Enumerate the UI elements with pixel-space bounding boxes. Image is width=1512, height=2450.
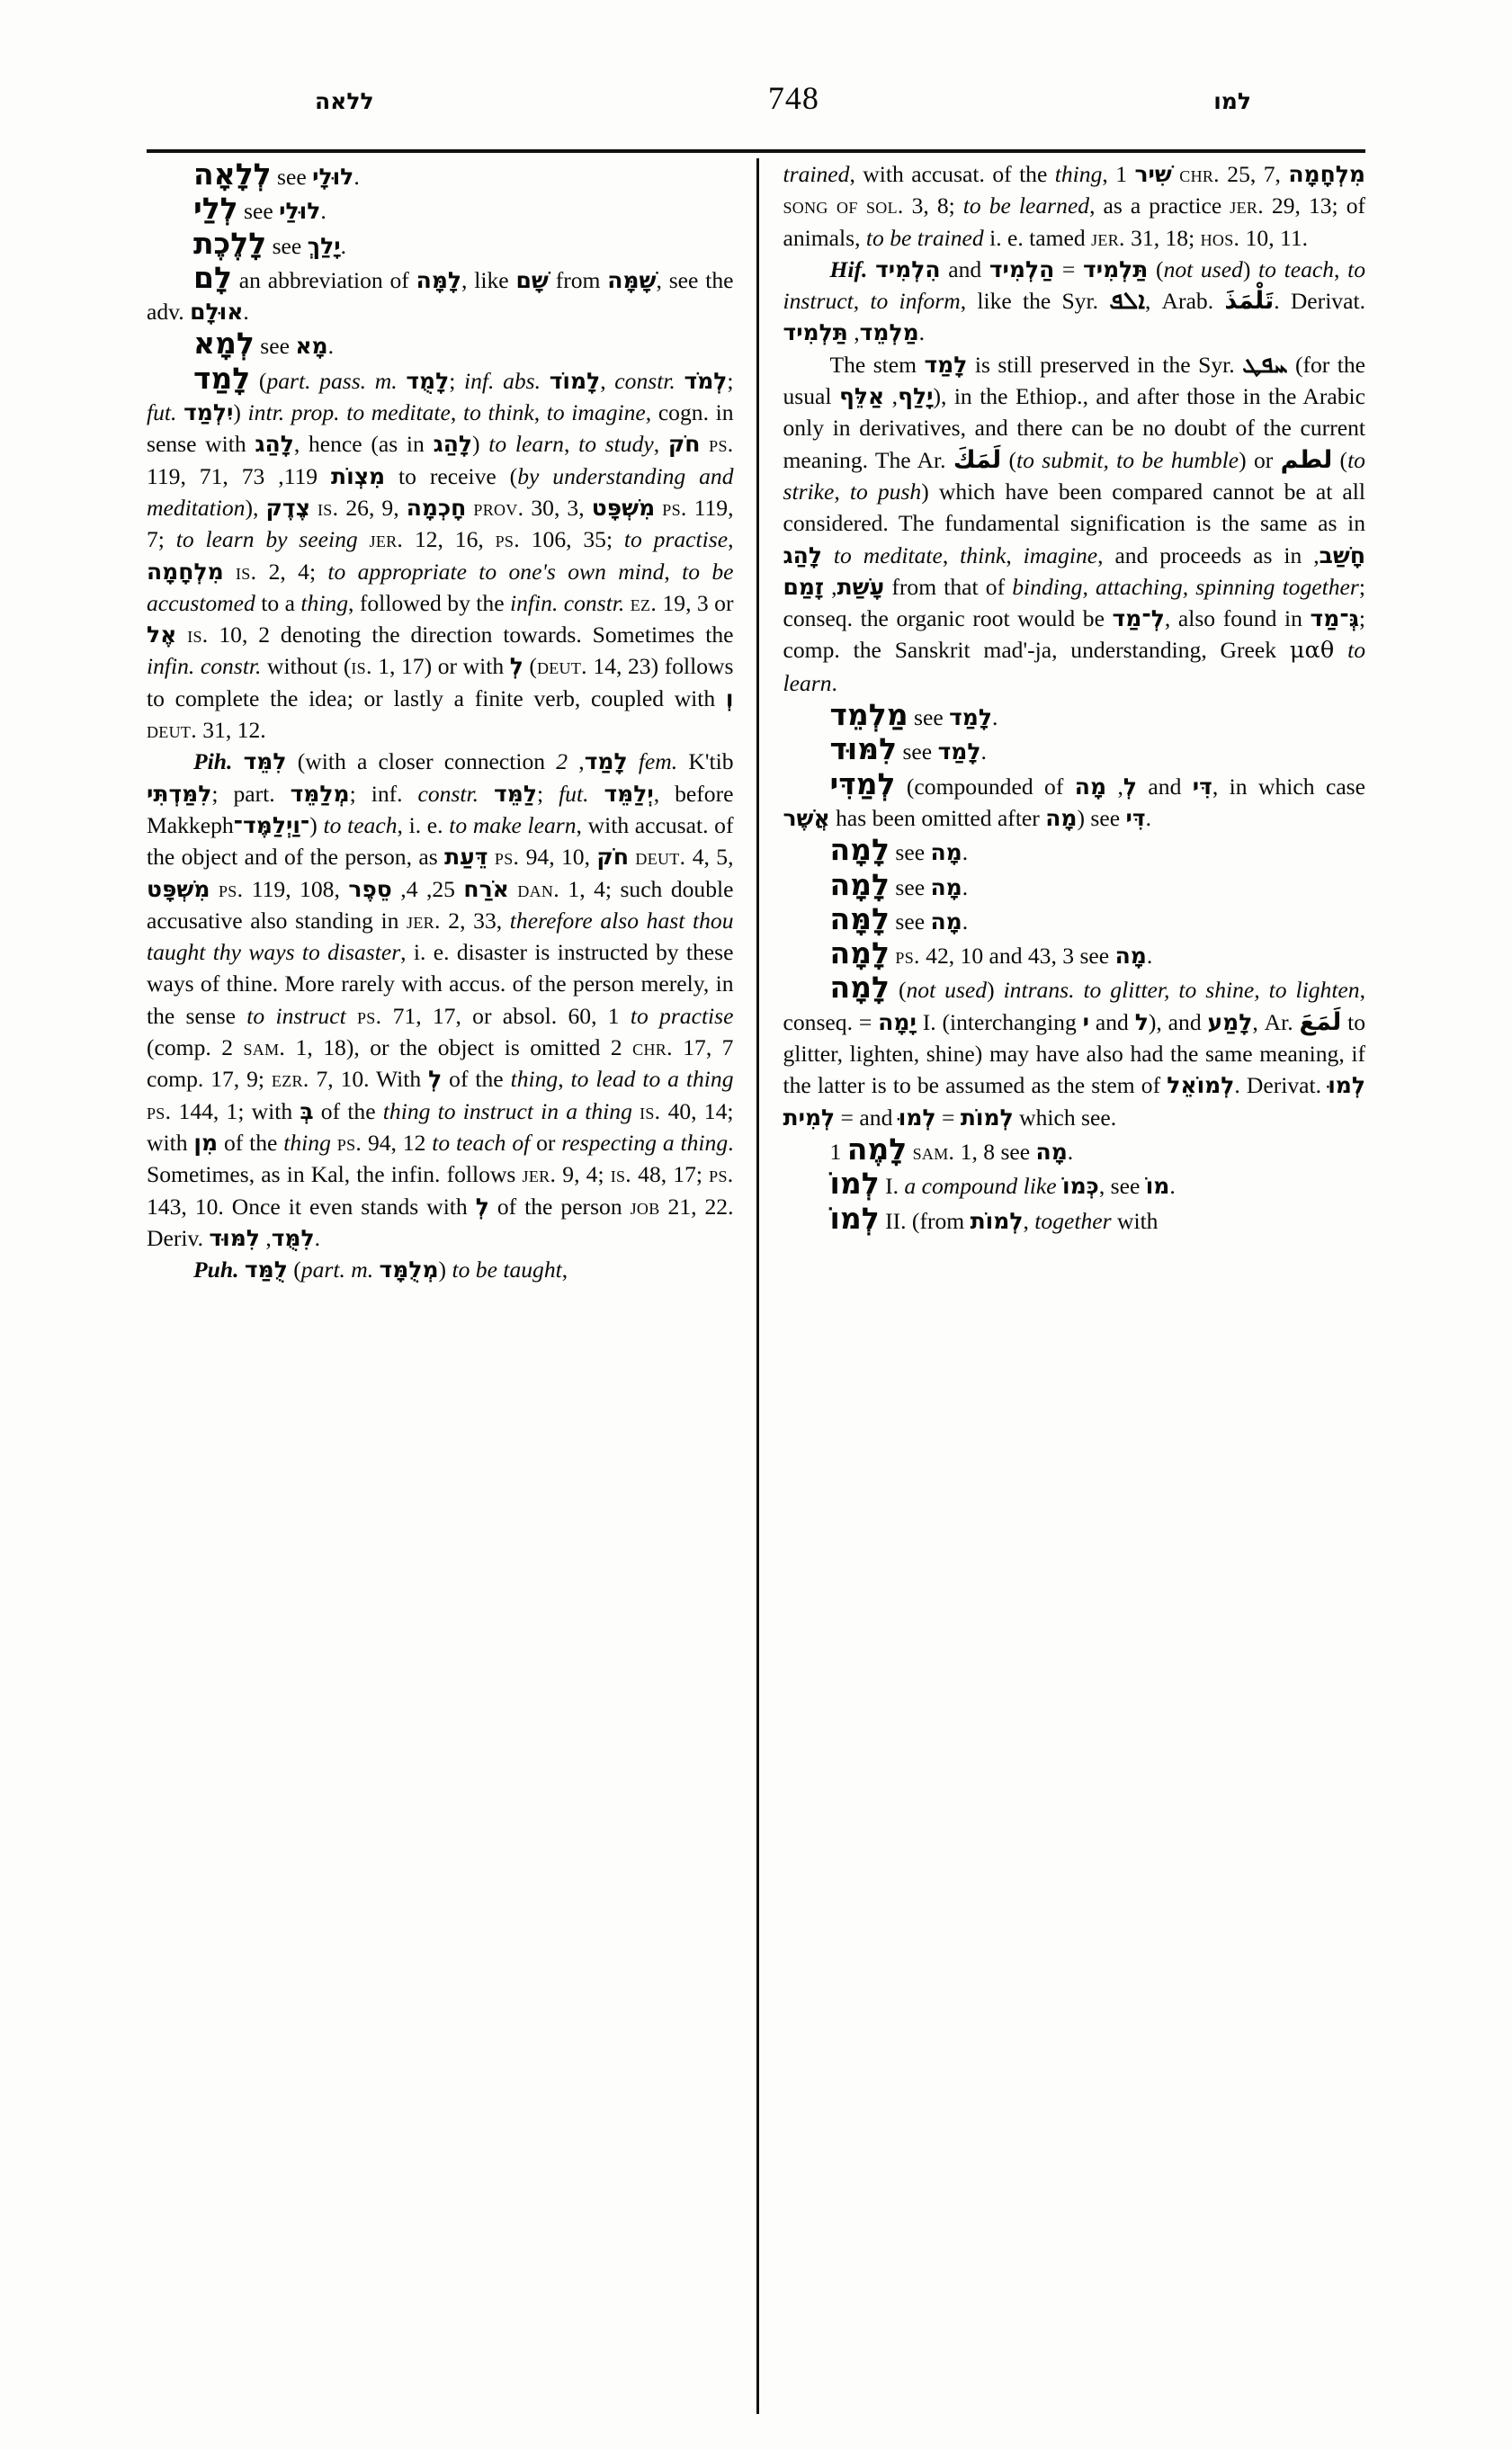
gloss-italic: intrans. to glitter, to [1003,977,1197,1004]
entry-headword: לָלֶכֶת [193,225,267,261]
hebrew-word: מָה [1114,943,1147,970]
bible-book-abbrev: is. [351,653,372,680]
entry-body: לִמֵּד (with a closer connection לָמַד, 2 fem. K'tib לִמַּדְתִּי; part. מְלַמֵּד; inf. constr. לַמֵּד; fut. יְלַמֵּד, before Makkeph־וַיְלַמֶּד־) to teach, i. e. to make learn, with accusat. of the object and of the person, as דֵּעַת ps. 94, 10, חֹק deut. 4, 5, מִשְׁפָּט ps. 119, 108, אֹרַח 25, 4, סֵפֶר dan. 1, 4; such double accusative also standing in jer. 2, 33, therefore also hast thou taught thy ways to disaster, i. e. disaster is instructed by these ways of thine. More rarely with accus. of the person merely, in the sense to instruct ps. 71, 17, or absol. 60, 1 to practise (comp. 2 sam. 1, 18), or the object is omitted 2 chr. 17, 7 comp. 17, 9; ezr. 7, 10. With לְ of the thing, to lead to a thing ps. 144, 1; with בְּ of the thing to instruct in a thing is. 40, 14; with מִן of the thing ps. 94, 12 to teach of or respecting a thing. Sometimes, as in Kal, the infin. follows jer. 9, 4; is. 48, 17; ps. 143, 10. Once it even stands with לְ of the person job 21, 22. Deriv. לִמֻּד, לִמּוּד . [147,748,734,1251]
entry-stem-discussion [783,349,1366,699]
hebrew-word: מָה [1035,1138,1068,1165]
entry-headword: לְלָאָה [193,156,272,192]
gloss-italic: shine, to lighten [1205,977,1360,1004]
hebrew-word: אֶל [147,621,177,648]
bible-book-abbrev: ps. [709,431,734,458]
hebrew-word: לְ [428,1066,443,1093]
bible-book-abbrev: sam. [243,1034,286,1061]
hebrew-word: חֹק [596,844,629,871]
gloss-italic: to instruct [246,1002,346,1029]
entry-lamah-2 [783,866,1366,903]
stem-label: Hif. [829,255,868,282]
gloss-italic: to instruct [783,255,1366,315]
entry-headword: מַלְמֵד [829,697,908,733]
stem-label: Pih. [193,748,233,775]
hebrew-word: לָהַג [433,431,473,458]
entry-malmed [783,699,1366,733]
hebrew-word: לָמוֹד [549,367,601,394]
gloss-italic: therefore also hast thou [509,907,734,934]
arabic-word: لطم [1280,445,1333,474]
gloss-italic: respecting a [561,1129,675,1156]
bible-book-abbrev: ps. [662,494,687,521]
bible-book-abbrev: prov. [473,494,524,521]
hebrew-word: אוּלָם [190,299,244,326]
hebrew-word: כְּמוֹ [1061,1173,1099,1200]
entry-headword: לְמַדִּי [829,765,896,801]
gloss-italic: to learn [783,637,1365,696]
bible-book-abbrev: dan. [517,875,559,902]
hebrew-word: חָשַׁב [1319,541,1366,568]
entry-roman-numeral: I. [885,1173,899,1200]
hebrew-word: מוֹ [1145,1173,1170,1200]
hebrew-word: לִמֻּד [271,1224,315,1251]
gloss-italic: to submit, to be humble [1016,446,1239,473]
hebrew-word: יָלַף [898,383,934,410]
gloss-italic: to be learned [962,192,1090,219]
hebrew-word: גְּ־מַד [1310,605,1359,632]
hebrew-word: לִמּוּד [209,1224,260,1251]
hebrew-word: מִלְחָמָה [1288,161,1366,187]
entry-body: see מָה. [890,873,969,900]
gloss-italic: to think [462,399,534,426]
hebrew-word: מָה [1045,804,1078,831]
gloss-italic: not used [906,977,988,1004]
hebrew-word: הַלְמִיד [989,255,1055,282]
bible-book-abbrev: ps. [895,943,920,970]
entry-piel [147,746,734,1254]
hebrew-word: שָׁם [515,266,549,293]
bible-book-abbrev: chr. [1179,161,1220,187]
gloss-italic: taught thy ways to disaster [147,939,401,966]
gloss-italic: to teach [1258,255,1335,282]
entry-body: see לָמַד. [897,738,987,765]
entry-headword: לָמָה [829,832,890,868]
entry-body: ps. 42, 10 and 43, 3 see מָה. [895,943,1153,970]
gloss-italic: by understanding and meditation [147,462,734,521]
entry-lamah-3 [783,900,1366,937]
two-column-body [147,158,1365,2414]
bible-book-abbrev: deut. [536,653,587,680]
hebrew-word: לָהַג [255,431,294,458]
gloss-italic: to learn by seeing [175,526,358,553]
hebrew-word: חֹק [667,431,701,458]
gloss-italic: inf. abs. [464,367,541,394]
entry-headword: לְלַי [193,191,238,227]
running-head-left-catchword: ללאה [315,88,374,114]
hebrew-word: וְ [725,684,734,711]
bible-book-abbrev: is. [640,1097,661,1124]
gloss-italic: thing [510,1066,559,1093]
hebrew-word: מְלַמֵּד [290,780,350,807]
gloss-italic: to imagine [546,399,646,426]
gloss-italic: to learn [488,431,564,458]
hebrew-word: ל [1134,1008,1149,1035]
entry-headword: לָם [193,259,232,295]
syriac-word: ܚܦܛ [1242,350,1288,379]
hebrew-word: לָהַג [783,541,822,568]
hebrew-word: אֹרַח [463,875,509,902]
entry-headword: לָמָה [829,970,890,1006]
hebrew-word: לָמַד [949,704,993,731]
gloss-italic: to inform [870,288,961,315]
hebrew-word: מְלֻמָּד [379,1256,439,1283]
gloss-italic: thing [382,1097,431,1124]
hebrew-word: לֻמַּד [244,1256,288,1283]
bible-book-abbrev: ez. [630,589,658,616]
entry-lema [147,327,734,362]
hebrew-word: מָה [930,873,962,900]
entry-lamad [147,362,734,747]
gloss-italic: a compound like [904,1173,1057,1200]
hebrew-word: לָמַד [924,351,968,378]
gloss-italic: to be taught [452,1256,562,1283]
entry-lelai [147,192,734,227]
gloss-italic: to teach of [432,1129,531,1156]
hebrew-word: לַמֵּד [494,780,537,807]
hebrew-word: לְמוֹת [970,1207,1024,1234]
entry-lalechet [147,225,734,262]
page-number: 748 [767,80,819,116]
hebrew-word: הִלְמִיד [875,255,941,282]
left-column [147,158,756,2414]
hebrew-word: מָא [295,333,328,360]
greek-word: μαθ [1289,637,1335,665]
bible-book-abbrev: ezr. [271,1066,309,1093]
gloss-italic: to teach [323,811,398,838]
arabic-word: لَمَكَ [953,445,1002,474]
bible-book-abbrev: jer. [369,526,404,553]
bible-book-abbrev: ps. [494,844,520,871]
gloss-italic: infin. constr. [510,589,625,616]
hebrew-word: מִן [193,1129,219,1156]
entry-body: (compounded of לְ, מָה and דִּי, in which case אֲשֶׁר has been omitted after מָה) see דִּי. [783,773,1365,831]
entry-body: trained, with accusat. of the thing, שִׁיר 1 chr. 25, 7, מִלְחָמָה song of sol. 3, 8; to be learned, as a practice jer. 29, 13; of animals, to be trained i. e. tamed jer. 31, 18; hos. 10, 11. [783,161,1366,251]
entry-roman-numeral: II. [885,1207,907,1234]
entry-headword: לָמַד [193,360,251,396]
entry-headword: לְמוֹ [829,1200,880,1236]
bible-book-abbrev: ps. [495,526,520,553]
gloss-italic: fut. [147,399,177,426]
hebrew-word: ־וַיְלַמֶּד־ [233,811,310,838]
hebrew-word: דֵּעַת [444,844,488,871]
hebrew-word: לְמוּ [1328,1072,1365,1099]
hebrew-word: לְמוֹת [960,1104,1014,1131]
gloss-italic: infin. constr. [147,653,262,680]
gloss-italic: trained [783,161,850,187]
hebrew-word: לְמוֹאֵל [1167,1072,1235,1099]
gloss-italic: thing [300,589,349,616]
hebrew-word: דִּי [1125,804,1146,831]
hebrew-word: לְ־מַד [1112,605,1165,632]
entry-lam [147,259,734,328]
bible-book-abbrev: jer. [1091,224,1125,251]
hebrew-word: בְּ [300,1097,314,1124]
hebrew-word: שָׁמָּה [607,266,657,293]
hebrew-word: אֲשֶׁר [783,804,830,831]
stem-label: Puh. [193,1256,239,1283]
entry-lamah-psalms [783,937,1366,971]
gloss-italic: to practise [630,1002,734,1029]
gloss-italic: thing [585,1097,632,1124]
gloss-italic: to practise [623,526,729,553]
hebrew-word: לְ [509,653,523,680]
entry-body: a compound like כְּמוֹ, see מוֹ. [904,1173,1176,1200]
hebrew-word: לָמַע [1207,1008,1253,1035]
entry-body: an abbreviation of לָמָּה, like שָׁם from שָׁמָּה, see the adv. אוּלָם. [147,266,734,326]
hebrew-word: לוּלַי [279,198,321,225]
gloss-italic: to meditate [833,541,943,568]
hebrew-word: לִמַּדְתִּי [147,780,212,807]
entry-lamah-1 [783,834,1366,868]
entry-body: see לָמַד. [908,704,998,731]
entry-headword: לְמָא [193,326,255,362]
bible-book-abbrev: job [630,1193,660,1220]
hebrew-word: מָה [930,839,962,866]
entry-lemadi [783,765,1366,835]
hebrew-word: מִשְׁפָּט [591,494,656,521]
bible-book-abbrev: jer. [1230,192,1264,219]
entry-body: see לוּלַי. [237,198,327,225]
gloss-italic: thing [1054,161,1103,187]
entry-body: הִלְמִיד and תַּלְמִיד = הַלְמִיד (not used) to teach, to instruct, to inform, like the Syr. ܐܠܦ, Arab. تَلْمَذَ. Derivat. מַלְמֵד, תַּלְמִיד . [783,255,1366,346]
hebrew-word: זָמַם [783,573,825,600]
bible-book-abbrev: is. [610,1161,632,1188]
gloss-italic: fut. [559,780,589,807]
entry-headword: לָמָה [829,866,890,902]
bible-book-abbrev: ps. [218,875,244,902]
entry-lemo-1 [783,1167,1366,1202]
entry-lemo-2 [783,1200,1366,1237]
entry-body: 1 sam. 1, 8 see מָה. [829,1138,1074,1165]
syriac-word: ܐܠܦ [1109,287,1145,316]
hebrew-word: אַלֵּף [839,383,885,410]
entry-limmud [783,733,1366,767]
bible-book-abbrev: deut. [635,844,686,871]
gloss-italic: to make learn [449,811,577,838]
gloss-italic: to instruct in a [437,1097,578,1124]
hebrew-word: מִשְׁפָּט [147,875,210,902]
bible-book-abbrev: ps. [356,1002,382,1029]
hebrew-word: מַלְמֵד [859,319,919,346]
hebrew-word: לָמַד [584,748,628,775]
gloss-italic: constr. [614,367,675,394]
gloss-italic: 2 fem. [556,748,678,775]
hebrew-word: לְ [1123,773,1137,800]
entry-body: see יָלַךְ. [266,232,346,259]
entry-body: see לוּלָי. [271,164,360,190]
gloss-italic: imagine [1023,541,1098,568]
hebrew-word: מִצְוֹת [331,462,386,489]
hebrew-word: יְלַמֵּד [604,780,654,807]
entry-pual-continuation [783,158,1366,254]
gloss-italic: to meditate [346,399,451,426]
entry-lelaah [147,158,734,192]
hebrew-word: יִלְמַד [183,399,234,426]
entry-body: (not used) intrans. to glitter, to shine, to lighten, conseq. = יָמָה I. (interchanging י and ל), and לָמַע, Ar. لَمَعَ to glitter, lighten, shine) may have also had the same meaning, if the latter is to be assumed as the stem of לְמוֹאֵל. Derivat. לְמוּ = לְמִית and לְמוֹת = לְמוּ which see. [783,977,1366,1131]
hebrew-word: לָמָּה [416,266,462,293]
gloss-italic: intr. prop. [247,399,340,426]
hebrew-word: לְמֹד [684,367,728,394]
bible-book-abbrev: chr. [632,1034,673,1061]
gloss-italic: together [1282,573,1359,600]
hebrew-word: יָלַךְ [307,232,341,259]
entry-body: (part. pass. m. לָמֻד; inf. abs. לָמוֹד, constr. לְמֹד; fut. יִלְמַד) intr. prop. to meditate, to think, to imagine, cogn. in sense with לָהַג, hence (as in לָהַג) to learn, to study, חֹק ps. 119, 71, מִצְוֹת 119, 73 to receive (by understanding and meditation), צֶדֶק is. 26, 9, חָכְמָה prov. 30, 3, מִשְׁפָּט ps. 119, 7; to learn by seeing jer. 12, 16, ps. 106, 35; to practise, מִלְחָמָה is. 2, 4; to appropriate to one's own mind, to be accustomed to a thing, followed by the infin. constr. ez. 19, 3 or אֶל is. 10, 2 denoting the direction towards. Sometimes the infin. constr. without (is. 1, 17) or with לְ (deut. 14, 23) follows to complete the idea; or lastly a finite verb, coupled with וְ deut. 31, 12. [147,367,734,744]
gloss-italic: to strike, to push [783,446,1365,505]
bible-book-abbrev: ps. [709,1161,734,1188]
entry-body: see מָה. [890,839,969,866]
gloss-italic: to study [578,431,654,458]
gloss-italic: binding, attaching, spinning [1012,573,1275,600]
hebrew-word: לְ [475,1193,489,1220]
hebrew-word: לְמִית [783,1104,836,1131]
bible-book-abbrev: jer. [407,907,441,934]
running-head [144,79,1368,133]
hebrew-word: תַּלְמִיד [783,319,848,346]
hebrew-word: עָשַׁת [837,573,885,600]
gloss-italic: together [1034,1207,1112,1234]
gloss-italic: part. pass. [266,367,367,394]
gloss-italic: to appropriate to one's own mind [327,558,665,585]
hebrew-word: צֶדֶק [265,494,310,521]
hebrew-word: לְמוּ [898,1104,936,1131]
entry-body: The stem לָמַד is still preserved in the Syr. ܚܦܛ (for the usual יָלַף, אַלֵּף ), in the Ethiop., and after those in the Arabic only in derivatives, and there can be no doubt of the current meaning. The Ar. لَمَكَ (to submit, to be humble) or لطم (to strike, to push) which have been compared cannot be at all considered. The fundamental signification is the same as in לָהַג to meditate, think, imagine, and proceeds as in חָשַׁב, עָשַׁת, זָמַם from that of binding, attaching, spinning together; conseq. the organic root would be לְ־מַד, also found in גְּ־מַד; comp. the Sanskrit mad'-ja, understanding, Greek μαθ to learn. [783,350,1366,696]
bible-book-abbrev: deut. [147,717,197,744]
gloss-italic: constr. [417,780,479,807]
gloss-italic: thing [680,1129,729,1156]
entry-headword: לָמֶה [846,1131,908,1167]
bible-book-abbrev: is. [236,558,257,585]
hebrew-word: חָכְמָה [406,494,467,521]
right-column [756,158,1366,2414]
entry-lameh-samuel [783,1133,1366,1167]
bible-book-abbrev: jer. [522,1161,557,1188]
gloss-italic: think [960,541,1007,568]
entry-headword: לְמוֹ [829,1166,880,1202]
entry-body: see מָא. [254,333,335,360]
gloss-italic: not used [1163,255,1243,282]
hebrew-word: י [1082,1008,1089,1035]
bible-book-abbrev: song of sol. [783,192,904,219]
entry-body: see מָה. [890,908,969,934]
entry-body: לֻמַּד (part. m. מְלֻמָּד) to be taught, [244,1256,568,1283]
hebrew-word: סֵפֶר [348,875,392,902]
hebrew-word: יָמָה [878,1008,917,1035]
hebrew-word: לוּלָי [312,164,354,190]
entry-headword: לָמָּה [829,900,890,936]
entry-headword: לָמָה [829,935,890,971]
arabic-word: لَمَعَ [1299,1007,1342,1036]
header-rule [147,149,1365,153]
gloss-italic: part. m. [300,1256,374,1283]
hebrew-word: לִמֵּד [243,748,287,775]
hebrew-word: לָמַד [937,738,981,765]
hebrew-word: מִלְחָמָה [147,558,224,585]
bible-book-abbrev: ps. [147,1097,172,1124]
hebrew-word: דִּי [1192,773,1212,800]
hebrew-word: מָה [1074,773,1107,800]
entry-body: (from לְמוֹת, together with [906,1207,1159,1234]
bible-book-abbrev: is. [187,621,209,648]
entry-lamah-glitter [783,971,1366,1132]
running-head-right-catchword: למו [1213,88,1251,114]
arabic-word: تَلْمَذَ [1224,287,1275,316]
hebrew-word: תַּלְמִיד [1083,255,1149,282]
gloss-italic: thing [283,1129,331,1156]
entry-hifil [783,254,1366,349]
bible-book-abbrev: hos. [1200,224,1240,251]
entry-pual [147,1254,734,1285]
hebrew-word: לָמֻד [406,367,450,394]
gloss-italic: m. [374,367,398,394]
hebrew-word: מָה [930,908,962,934]
bible-book-abbrev: sam. [912,1138,955,1165]
bible-book-abbrev: ps. [336,1129,362,1156]
entry-headword: לִמּוּד [829,731,898,767]
gloss-italic: to be accustomed [147,558,734,616]
hebrew-word: שִׁיר [1134,161,1172,187]
gloss-italic: to lead to a thing [570,1066,734,1093]
gloss-italic: to be trained [865,224,984,251]
bible-book-abbrev: is. [318,494,339,521]
